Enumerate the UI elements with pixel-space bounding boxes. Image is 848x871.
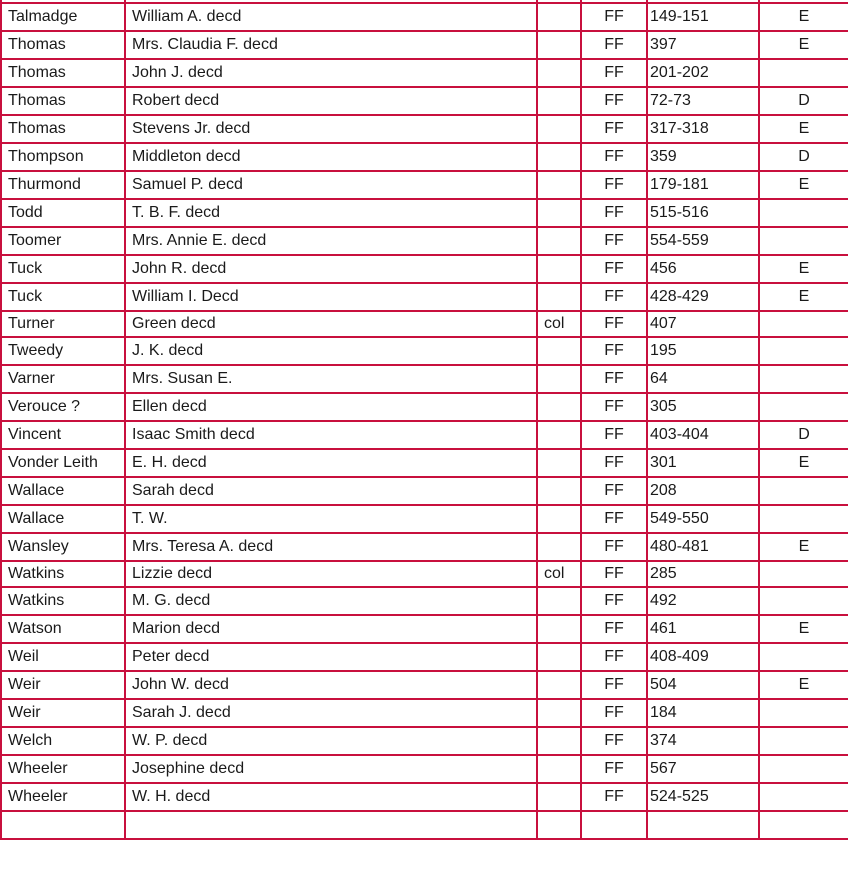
book-cell: FF: [581, 477, 647, 505]
code-cell: E: [759, 533, 848, 561]
surname-cell: Weir: [1, 671, 125, 699]
table-row: [1, 311, 848, 337]
pages-cell: 504: [647, 671, 759, 699]
table-row-partial: [1, 811, 848, 839]
table-row: [1, 365, 848, 393]
note-cell: [537, 421, 581, 449]
surname-cell: Watkins: [1, 561, 125, 587]
note-cell: [537, 393, 581, 421]
code-cell: E: [759, 671, 848, 699]
table-row: [1, 727, 848, 755]
pages-cell: 549-550: [647, 505, 759, 533]
table-row: [1, 3, 848, 31]
note-cell: [537, 699, 581, 727]
given-name-cell: William I. Decd: [125, 283, 537, 311]
surname-cell: Watson: [1, 615, 125, 643]
pages-cell: 480-481: [647, 533, 759, 561]
book-cell: FF: [581, 143, 647, 171]
surname-cell: Tuck: [1, 283, 125, 311]
code-cell: E: [759, 283, 848, 311]
code-cell: [759, 587, 848, 615]
book-cell: FF: [581, 421, 647, 449]
pages-cell: 317-318: [647, 115, 759, 143]
table-row: [1, 31, 848, 59]
book-cell: FF: [581, 533, 647, 561]
code-cell: [759, 561, 848, 587]
note-cell: [537, 199, 581, 227]
note-cell: [537, 811, 581, 839]
surname-cell: Wansley: [1, 533, 125, 561]
note-cell: [537, 615, 581, 643]
given-name-cell: Middleton decd: [125, 143, 537, 171]
book-cell: FF: [581, 283, 647, 311]
note-cell: [537, 643, 581, 671]
surname-cell: Thomas: [1, 115, 125, 143]
book-cell: FF: [581, 615, 647, 643]
note-cell: [537, 171, 581, 199]
table-row: [1, 115, 848, 143]
note-cell: [537, 533, 581, 561]
code-cell: [759, 393, 848, 421]
book-cell: FF: [581, 31, 647, 59]
code-cell: [759, 59, 848, 87]
surname-cell: Turner: [1, 311, 125, 337]
table-row: [1, 283, 848, 311]
code-cell: E: [759, 115, 848, 143]
code-cell: E: [759, 255, 848, 283]
surname-cell: Tuck: [1, 255, 125, 283]
records-table-body: [1, 0, 848, 839]
book-cell: FF: [581, 505, 647, 533]
code-cell: [759, 783, 848, 811]
pages-cell: 64: [647, 365, 759, 393]
pages-cell: 359: [647, 143, 759, 171]
given-name-cell: Lizzie decd: [125, 561, 537, 587]
table-row: [1, 143, 848, 171]
pages-cell: 515-516: [647, 199, 759, 227]
code-cell: E: [759, 31, 848, 59]
table-row: [1, 643, 848, 671]
code-cell: E: [759, 171, 848, 199]
surname-cell: Thurmond: [1, 171, 125, 199]
given-name-cell: [125, 811, 537, 839]
table-row: [1, 199, 848, 227]
book-cell: FF: [581, 561, 647, 587]
note-cell: [537, 115, 581, 143]
note-cell: [537, 337, 581, 365]
pages-cell: 184: [647, 699, 759, 727]
pages-cell: 305: [647, 393, 759, 421]
table-row: [1, 171, 848, 199]
book-cell: FF: [581, 727, 647, 755]
note-cell: [537, 587, 581, 615]
surname-cell: Weir: [1, 699, 125, 727]
surname-cell: Wallace: [1, 477, 125, 505]
note-cell: [537, 477, 581, 505]
code-cell: [759, 811, 848, 839]
code-cell: E: [759, 3, 848, 31]
code-cell: E: [759, 449, 848, 477]
pages-cell: 408-409: [647, 643, 759, 671]
surname-cell: Vincent: [1, 421, 125, 449]
given-name-cell: John J. decd: [125, 59, 537, 87]
surname-cell: Wallace: [1, 505, 125, 533]
pages-cell: 428-429: [647, 283, 759, 311]
book-cell: FF: [581, 255, 647, 283]
book-cell: FF: [581, 227, 647, 255]
table-row: [1, 59, 848, 87]
table-row: [1, 783, 848, 811]
book-cell: FF: [581, 699, 647, 727]
surname-cell: Watkins: [1, 587, 125, 615]
table-row: [1, 671, 848, 699]
table-row: [1, 255, 848, 283]
surname-cell: Thomas: [1, 87, 125, 115]
note-cell: [537, 143, 581, 171]
book-cell: FF: [581, 199, 647, 227]
code-cell: [759, 477, 848, 505]
book-cell: FF: [581, 587, 647, 615]
book-cell: FF: [581, 115, 647, 143]
table-row: [1, 393, 848, 421]
note-cell: [537, 755, 581, 783]
table-row: [1, 227, 848, 255]
given-name-cell: Green decd: [125, 311, 537, 337]
pages-cell: [647, 811, 759, 839]
given-name-cell: Mrs. Claudia F. decd: [125, 31, 537, 59]
book-cell: FF: [581, 393, 647, 421]
pages-cell: 456: [647, 255, 759, 283]
pages-cell: 179-181: [647, 171, 759, 199]
given-name-cell: Sarah J. decd: [125, 699, 537, 727]
note-cell: [537, 255, 581, 283]
surname-cell: Thompson: [1, 143, 125, 171]
given-name-cell: T. B. F. decd: [125, 199, 537, 227]
book-cell: FF: [581, 755, 647, 783]
book-cell: FF: [581, 783, 647, 811]
given-name-cell: W. H. decd: [125, 783, 537, 811]
book-cell: FF: [581, 449, 647, 477]
note-cell: [537, 283, 581, 311]
pages-cell: 208: [647, 477, 759, 505]
code-cell: [759, 227, 848, 255]
surname-cell: Welch: [1, 727, 125, 755]
book-cell: FF: [581, 59, 647, 87]
book-cell: FF: [581, 337, 647, 365]
given-name-cell: Sarah decd: [125, 477, 537, 505]
table-row: [1, 615, 848, 643]
code-cell: [759, 699, 848, 727]
note-cell: [537, 3, 581, 31]
pages-cell: 72-73: [647, 87, 759, 115]
note-cell: [537, 31, 581, 59]
pages-cell: 492: [647, 587, 759, 615]
note-cell: [537, 505, 581, 533]
given-name-cell: William A. decd: [125, 3, 537, 31]
pages-cell: 149-151: [647, 3, 759, 31]
pages-cell: 195: [647, 337, 759, 365]
note-cell: [537, 87, 581, 115]
given-name-cell: Ellen decd: [125, 393, 537, 421]
given-name-cell: Josephine decd: [125, 755, 537, 783]
pages-cell: 374: [647, 727, 759, 755]
given-name-cell: M. G. decd: [125, 587, 537, 615]
given-name-cell: Peter decd: [125, 643, 537, 671]
code-cell: [759, 199, 848, 227]
given-name-cell: W. P. decd: [125, 727, 537, 755]
given-name-cell: Isaac Smith decd: [125, 421, 537, 449]
given-name-cell: Robert decd: [125, 87, 537, 115]
pages-cell: 461: [647, 615, 759, 643]
pages-cell: 567: [647, 755, 759, 783]
book-cell: FF: [581, 365, 647, 393]
given-name-cell: Stevens Jr. decd: [125, 115, 537, 143]
surname-cell: Wheeler: [1, 755, 125, 783]
table-row: [1, 337, 848, 365]
code-cell: [759, 337, 848, 365]
book-cell: [581, 811, 647, 839]
pages-cell: 397: [647, 31, 759, 59]
note-cell: [537, 783, 581, 811]
pages-cell: 285: [647, 561, 759, 587]
book-cell: FF: [581, 3, 647, 31]
surname-cell: Verouce ?: [1, 393, 125, 421]
code-cell: [759, 755, 848, 783]
code-cell: E: [759, 615, 848, 643]
note-cell: [537, 227, 581, 255]
code-cell: [759, 505, 848, 533]
book-cell: FF: [581, 87, 647, 115]
surname-cell: Talmadge: [1, 3, 125, 31]
given-name-cell: John R. decd: [125, 255, 537, 283]
note-cell: [537, 59, 581, 87]
note-cell: [537, 671, 581, 699]
pages-cell: 554-559: [647, 227, 759, 255]
given-name-cell: Mrs. Teresa A. decd: [125, 533, 537, 561]
code-cell: D: [759, 421, 848, 449]
book-cell: FF: [581, 671, 647, 699]
given-name-cell: T. W.: [125, 505, 537, 533]
surname-cell: [1, 811, 125, 839]
table-row: [1, 421, 848, 449]
book-cell: FF: [581, 311, 647, 337]
surname-cell: Varner: [1, 365, 125, 393]
pages-cell: 201-202: [647, 59, 759, 87]
note-cell: [537, 727, 581, 755]
code-cell: D: [759, 87, 848, 115]
surname-cell: Tweedy: [1, 337, 125, 365]
table-row: [1, 699, 848, 727]
code-cell: D: [759, 143, 848, 171]
table-row: [1, 587, 848, 615]
book-cell: FF: [581, 643, 647, 671]
code-cell: [759, 727, 848, 755]
surname-cell: Thomas: [1, 59, 125, 87]
note-cell: col: [537, 561, 581, 587]
table-row: [1, 533, 848, 561]
note-cell: col: [537, 311, 581, 337]
given-name-cell: Marion decd: [125, 615, 537, 643]
given-name-cell: Mrs. Annie E. decd: [125, 227, 537, 255]
table-row: [1, 505, 848, 533]
given-name-cell: J. K. decd: [125, 337, 537, 365]
pages-cell: 403-404: [647, 421, 759, 449]
table-row: [1, 561, 848, 587]
pages-cell: 524-525: [647, 783, 759, 811]
table-row: [1, 477, 848, 505]
table-row: [1, 755, 848, 783]
note-cell: [537, 365, 581, 393]
code-cell: [759, 643, 848, 671]
surname-cell: Weil: [1, 643, 125, 671]
given-name-cell: Samuel P. decd: [125, 171, 537, 199]
code-cell: [759, 365, 848, 393]
surname-cell: Todd: [1, 199, 125, 227]
surname-cell: Wheeler: [1, 783, 125, 811]
code-cell: [759, 311, 848, 337]
given-name-cell: John W. decd: [125, 671, 537, 699]
surname-cell: Thomas: [1, 31, 125, 59]
surname-cell: Vonder Leith: [1, 449, 125, 477]
table-row: [1, 87, 848, 115]
book-cell: FF: [581, 171, 647, 199]
pages-cell: 407: [647, 311, 759, 337]
given-name-cell: Mrs. Susan E.: [125, 365, 537, 393]
given-name-cell: E. H. decd: [125, 449, 537, 477]
note-cell: [537, 449, 581, 477]
pages-cell: 301: [647, 449, 759, 477]
surname-cell: Toomer: [1, 227, 125, 255]
table-row: [1, 449, 848, 477]
